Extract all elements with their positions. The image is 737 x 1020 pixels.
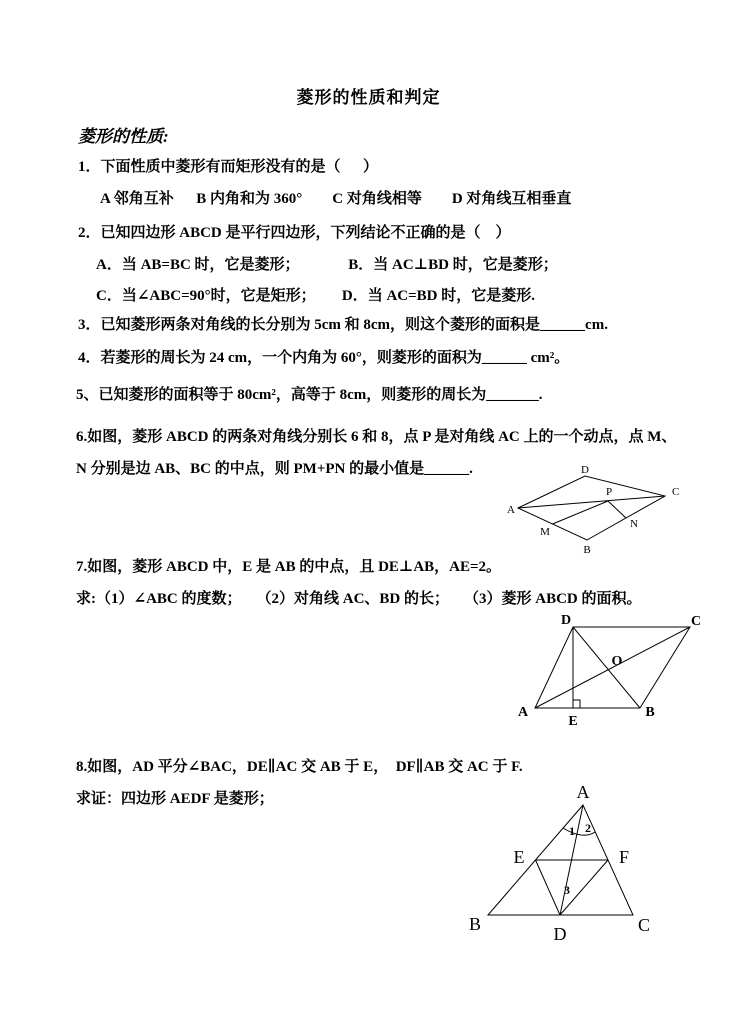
figure-q8-triangle-diagram — [458, 780, 678, 950]
question-3-text: 3．已知菱形两条对角线的长分别为 5cm 和 8cm，则这个菱形的面积是______cm. — [78, 317, 608, 333]
question-7-text-line1: 7.如图，菱形 ABCD 中，E 是 AB 的中点，且 DE⊥AB，AE=2。 — [76, 559, 502, 575]
fig8-label-c: C — [637, 915, 651, 935]
fig8-label-e: E — [513, 847, 525, 867]
section-heading: 菱形的性质: — [78, 127, 169, 146]
fig7-diagonal-bd — [573, 627, 640, 708]
question-5-text: 5、已知菱形的面积等于 80cm²，高等于 8cm，则菱形的周长为_______. — [76, 387, 543, 403]
fig7-label-c: C — [690, 614, 702, 629]
fig7-label-o: O — [611, 654, 623, 669]
question-1-options: A 邻角互补 B 内角和为 360° C 对角线相等 D 对角线互相垂直 — [100, 191, 572, 207]
fig6-label-p: P — [605, 486, 613, 498]
page-title: 菱形的性质和判定 — [296, 88, 441, 107]
fig7-right-angle-mark — [573, 700, 580, 708]
fig8-angle-3-label: 3 — [564, 883, 570, 897]
question-7-text-line2: 求:（1）∠ABC 的度数； （2）对角线 AC、BD 的长； （3）菱形 ABCD 的面积。 — [76, 591, 642, 607]
fig7-label-d: D — [560, 613, 572, 628]
fig8-label-d: D — [553, 924, 567, 944]
fig8-angle-2-label: 2 — [585, 821, 591, 835]
question-2-options-cd: C．当∠ABC=90°时，它是矩形； D．当 AC=BD 时，它是菱形. — [96, 288, 536, 304]
fig6-label-a: A — [507, 504, 515, 516]
fig7-label-a: A — [517, 705, 529, 720]
question-6-text-line1: 6.如图，菱形 ABCD 的两条对角线分别长 6 和 8，点 P 是对角线 AC 上的一个动点，点 M、 — [76, 429, 677, 445]
figure-q7-rhombus-diagram — [505, 613, 715, 738]
fig6-label-b: B — [583, 544, 591, 556]
question-1-stem: 1．下面性质中菱形有而矩形没有的是（ ） — [78, 159, 379, 175]
fig7-label-b: B — [645, 705, 655, 720]
question-8-text-line2: 求证：四边形 AEDF 是菱形； — [76, 791, 274, 807]
question-4-text: 4．若菱形的周长为 24 cm，一个内角为 60°，则菱形的面积为______ cm²。 — [78, 350, 570, 366]
question-2-options-ab: A．当 AB=BC 时，它是菱形； B．当 AC⊥BD 时，它是菱形； — [96, 257, 558, 273]
question-2-stem: 2．已知四边形 ABCD 是平行四边形，下列结论不正确的是（ ） — [78, 225, 511, 241]
figure-q6-rhombus-diagram — [503, 464, 698, 556]
fig6-label-m: M — [540, 526, 550, 538]
fig6-segment-pn — [608, 501, 626, 518]
fig6-label-n: N — [630, 518, 638, 530]
fig8-label-b: B — [468, 914, 482, 934]
fig8-segment-ed — [536, 860, 561, 915]
fig7-label-e: E — [568, 714, 578, 729]
fig6-label-d: D — [581, 464, 589, 476]
fig8-label-f: F — [618, 847, 630, 867]
fig8-angle-1-label: 1 — [569, 824, 575, 838]
fig8-label-a: A — [576, 782, 590, 802]
fig6-label-c: C — [672, 486, 680, 498]
question-8-text-line1: 8.如图，AD 平分∠BAC，DE∥AC 交 AB 于 E， DF∥AB 交 AC 于 F. — [76, 759, 523, 775]
question-6-text-line2: N 分别是边 AB、BC 的中点，则 PM+PN 的最小值是______. — [76, 461, 473, 477]
